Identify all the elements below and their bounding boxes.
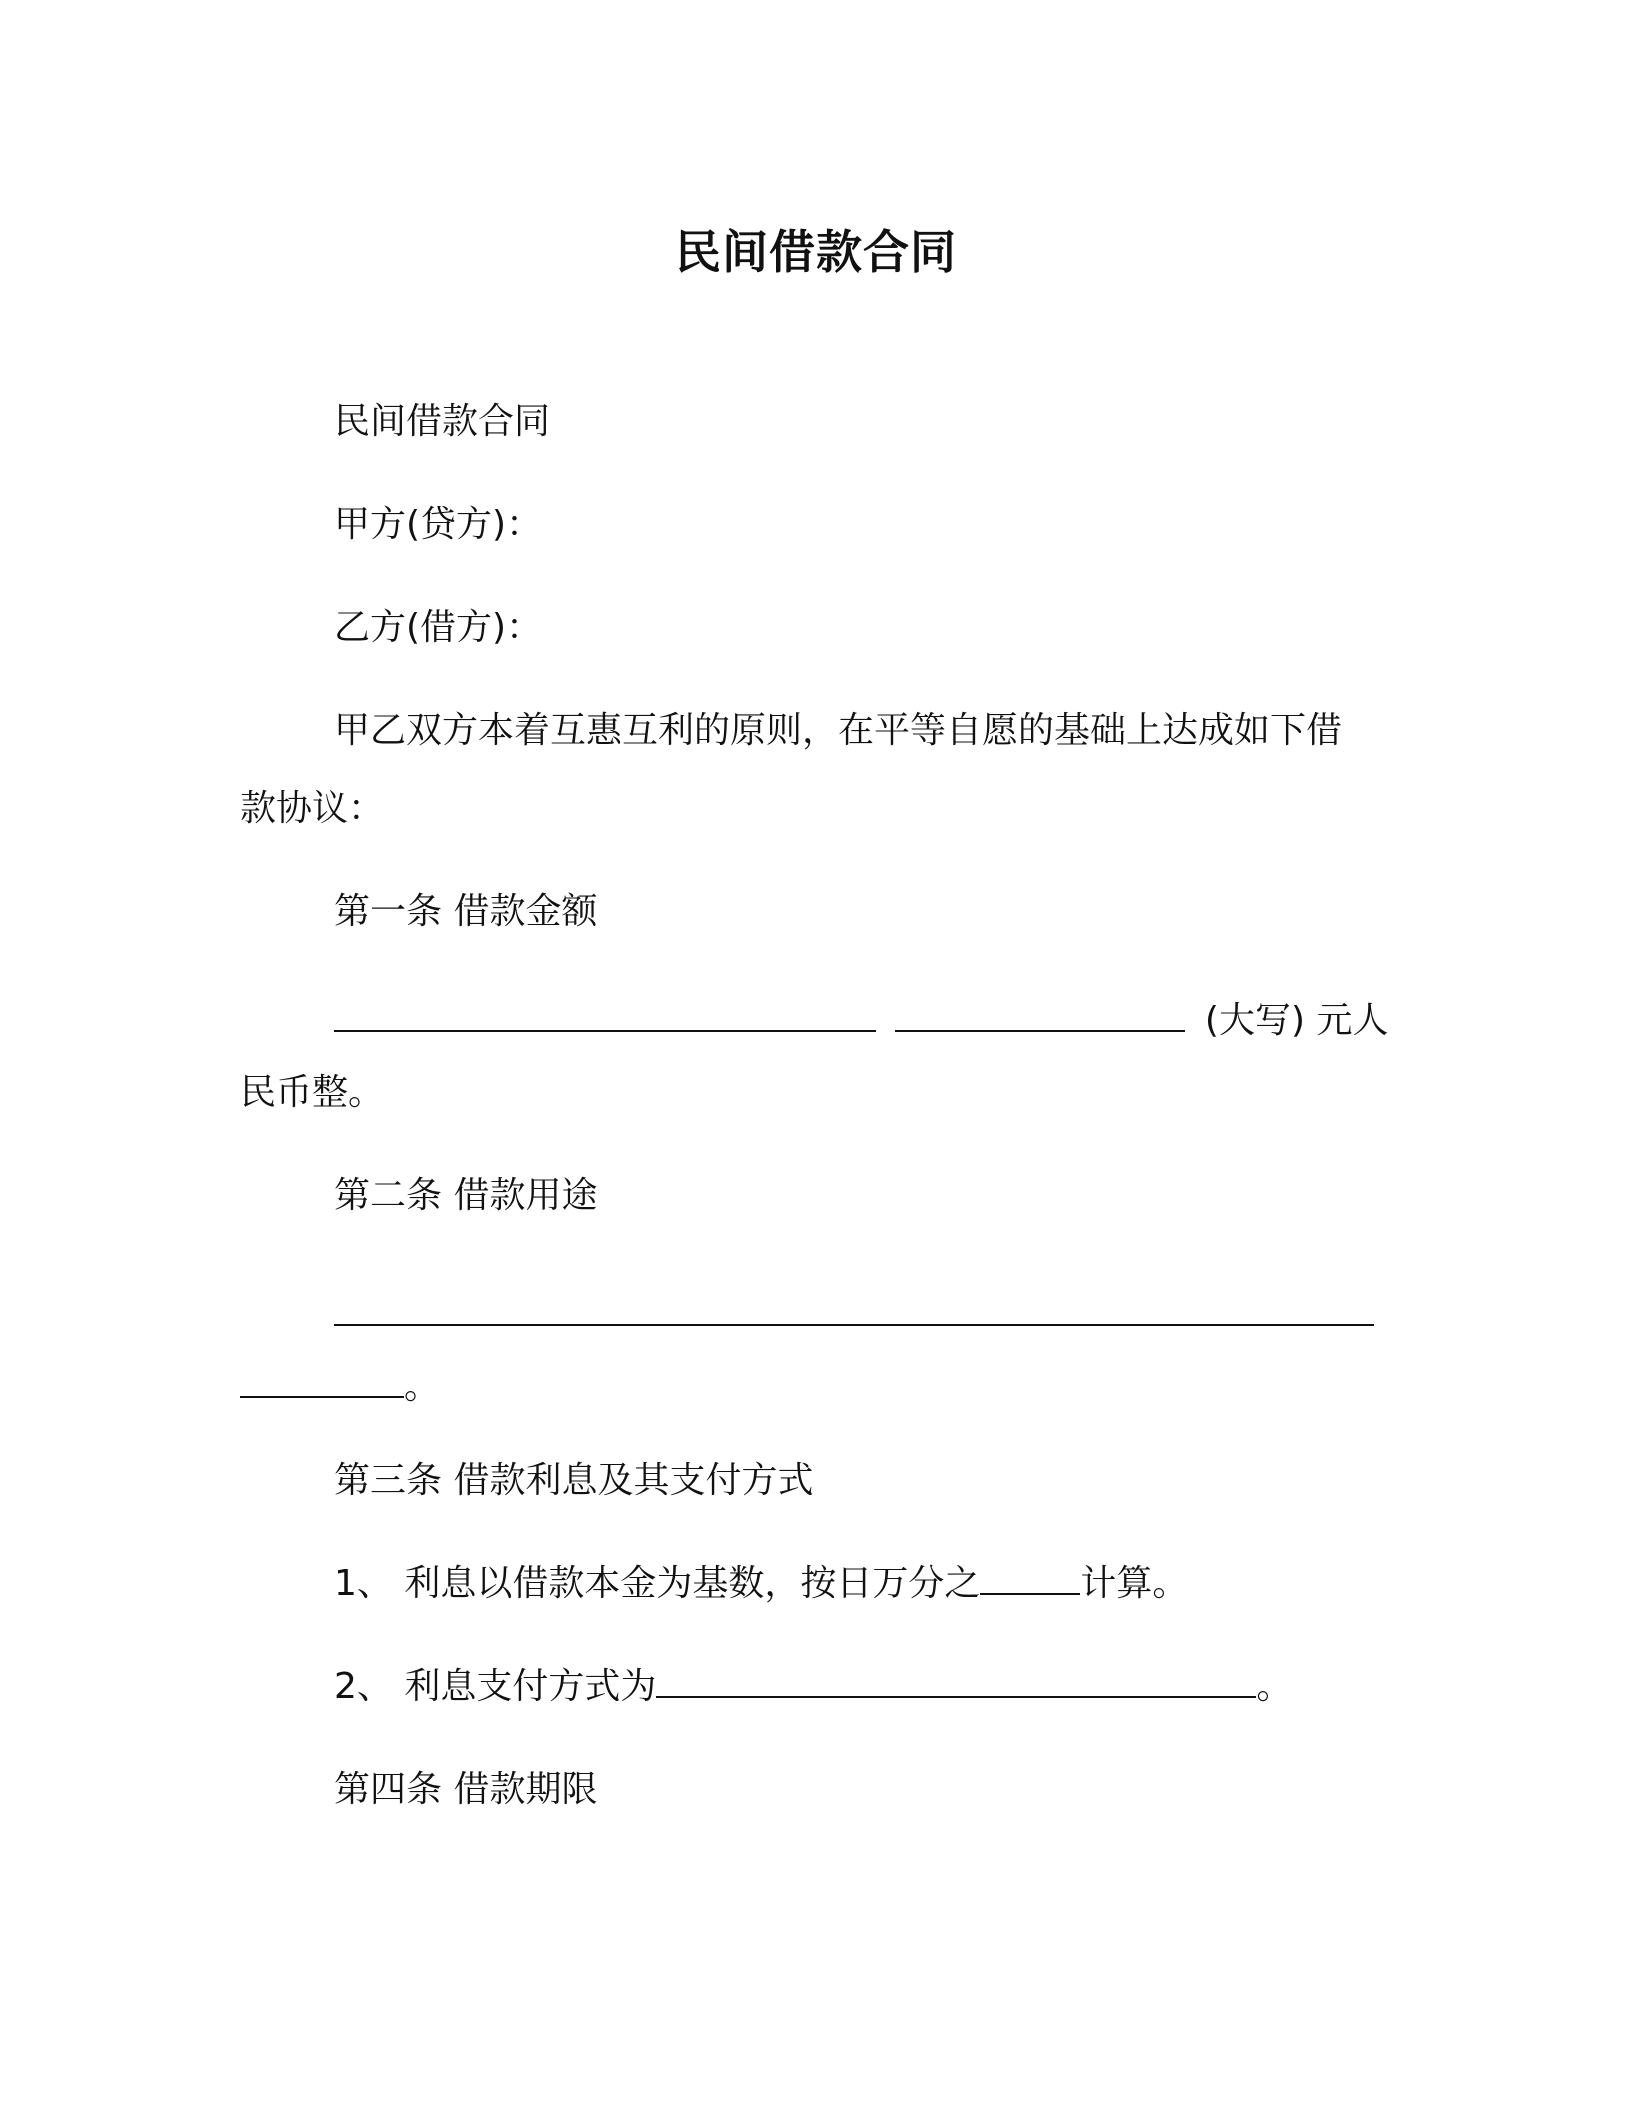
purpose-end-mark: 。	[404, 1366, 441, 1407]
interest-rate-blank[interactable]	[980, 1559, 1080, 1595]
amount-suffix: (大写) 元人	[1204, 1000, 1389, 1041]
payment-method-line	[334, 1662, 1292, 1712]
purpose-blank-2[interactable]	[240, 1362, 404, 1398]
article-2-title: 第二条 借款用途	[334, 1175, 598, 1216]
amount-blank-1[interactable]	[334, 996, 876, 1032]
intro-line-2: 款协议：	[240, 788, 385, 829]
document-title: 民间借款合同	[675, 225, 957, 279]
amount-blank-2[interactable]	[895, 996, 1185, 1032]
interest-rate-suffix: 计算。	[1080, 1563, 1189, 1604]
party-b-label: 乙方(借方)：	[334, 607, 543, 648]
article-4-title: 第四条 借款期限	[334, 1769, 598, 1810]
purpose-blank-1[interactable]	[334, 1290, 1374, 1326]
payment-method-suffix: 。	[1256, 1666, 1293, 1707]
document-heading: 民间借款合同	[334, 401, 551, 442]
purpose-line-1	[334, 1290, 1374, 1340]
article-3-title: 第三条 借款利息及其支付方式	[334, 1460, 814, 1501]
interest-rate-prefix: 1、 利息以借款本金为基数，按日万分之	[334, 1563, 981, 1604]
interest-rate-line	[334, 1559, 1188, 1609]
payment-method-prefix: 2、 利息支付方式为	[334, 1666, 657, 1707]
payment-method-blank[interactable]	[656, 1662, 1256, 1698]
amount-line	[334, 996, 1388, 1046]
purpose-line-2	[240, 1362, 440, 1412]
article-1-title: 第一条 借款金额	[334, 891, 598, 932]
intro-line-1: 甲乙双方本着互惠互利的原则，在平等自愿的基础上达成如下借	[334, 710, 1343, 751]
amount-line-2: 民币整。	[240, 1072, 385, 1113]
party-a-label: 甲方(贷方)：	[334, 504, 543, 545]
